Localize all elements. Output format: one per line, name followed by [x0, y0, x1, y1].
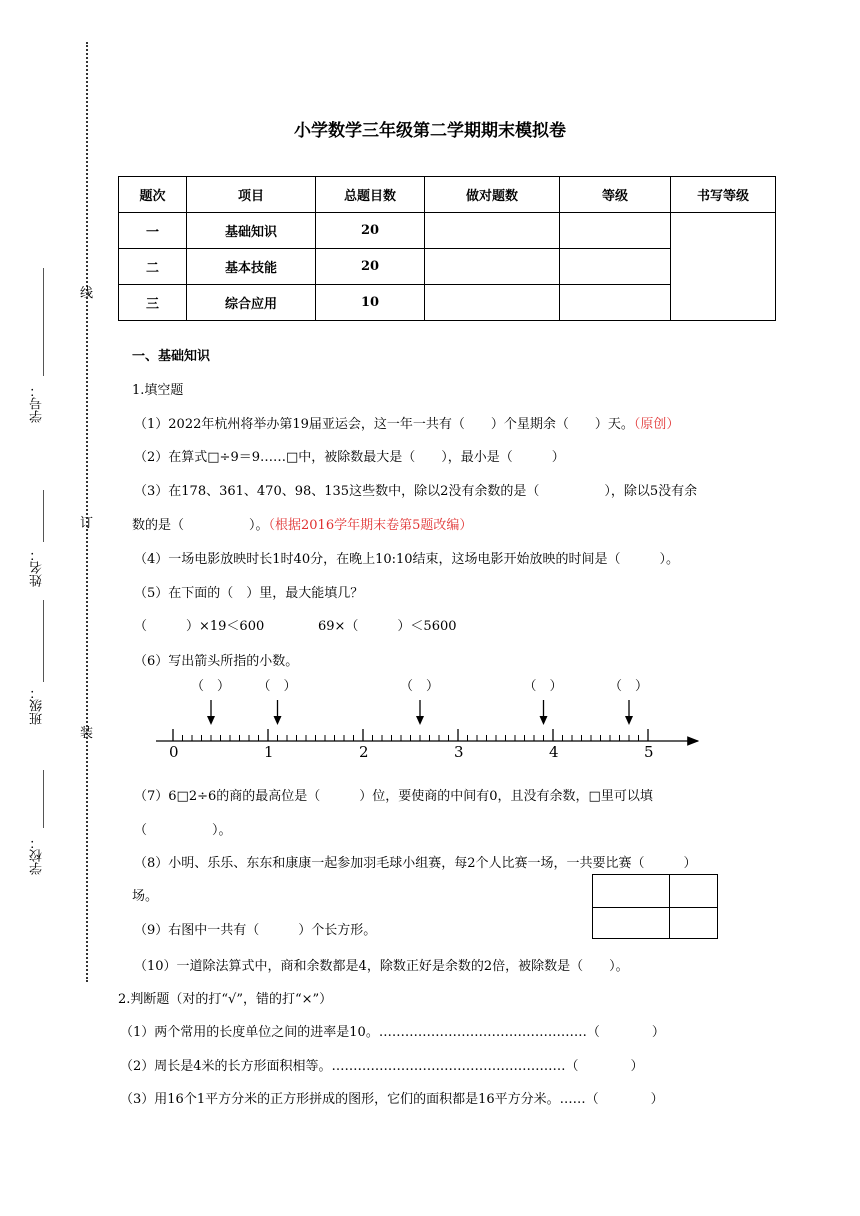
table-cell: 一	[119, 213, 187, 249]
number-line-arrows	[191, 679, 648, 725]
pointer-arrow-head	[625, 716, 633, 725]
header-cell: 书写等级	[671, 177, 776, 213]
tick-label: 1	[264, 743, 274, 761]
table-cell: 基础知识	[187, 213, 316, 249]
source-note: （原创）	[633, 417, 680, 432]
question-1-7-line1: （7）6□2÷6的商的最高位是（ ）位，要使商的中间有0，且没有余数，□里可以填	[134, 789, 653, 804]
header-cell: 项目	[187, 177, 316, 213]
grade-cell[interactable]	[560, 249, 671, 285]
arrow-blank: （ ）	[523, 679, 563, 694]
arrow-blank: （ ）	[257, 679, 297, 694]
header-cell: 题次	[119, 177, 187, 213]
judge-item-1: （1）两个常用的长度单位之间的进率是10。…………………………………………（ ）	[120, 1025, 665, 1040]
school-label: 学校：	[30, 836, 45, 875]
answer-cell[interactable]	[425, 285, 560, 321]
binding-char-ding: 订	[80, 516, 94, 531]
question-1-1	[134, 413, 679, 432]
table-cell: 20	[316, 249, 425, 285]
question-1-8-line2: 场。	[132, 889, 159, 904]
header-cell: 等级	[560, 177, 671, 213]
table-cell: 三	[119, 285, 187, 321]
judge-item-2: （2）周长是4米的长方形面积相等。………………………………………………（ ）	[120, 1059, 644, 1074]
tick-label: 5	[644, 743, 654, 761]
school-line	[43, 770, 44, 828]
header-cell: 做对题数	[425, 177, 560, 213]
student-id-label: 学号：	[30, 384, 45, 423]
answer-cell[interactable]	[425, 213, 560, 249]
question-1-7-line2: （ ）。	[134, 823, 232, 838]
binding-char-xian: 线	[80, 286, 94, 301]
writing-grade-cell[interactable]	[671, 213, 776, 321]
question-1-5: （5）在下面的（ ）里，最大能填几？	[134, 586, 364, 601]
name-label: 姓名：	[30, 548, 45, 587]
pointer-arrow-head	[274, 716, 282, 725]
binding-char-zhuang: 装	[80, 726, 94, 741]
score-table	[118, 176, 776, 321]
pointer-arrow-head	[540, 716, 548, 725]
class-line	[43, 600, 44, 682]
class-label: 班级：	[30, 686, 45, 725]
question-1-9: （9）右图中一共有（ ）个长方形。	[134, 923, 377, 938]
section-heading: 一、基础知识	[132, 349, 211, 364]
judge-item-3: （3）用16个1平方分米的正方形拼成的图形，它们的面积都是16平方分米。……（ ）	[120, 1092, 664, 1107]
tick-label: 3	[454, 743, 464, 761]
answer-cell[interactable]	[425, 249, 560, 285]
table-row	[119, 213, 776, 249]
question-1-8-line1: （8）小明、乐乐、东东和康康一起参加羽毛球小组赛，每2个人比赛一场，一共要比赛（ ）	[134, 856, 697, 871]
question-text: （1）2022年杭州将举办第19届亚运会，这一年一共有（ ）个星期余（ ）天。	[134, 417, 634, 432]
table-cell: 二	[119, 249, 187, 285]
score-table-header	[119, 177, 776, 213]
question-1-4: （4）一场电影放映时长1时40分，在晚上10:10结束，这场电影开始放映的时间是（ ）。	[134, 552, 680, 567]
pointer-arrow-head	[207, 716, 215, 725]
question-1-6: （6）写出箭头所指的小数。	[134, 654, 299, 669]
arrow-blank: （ ）	[191, 679, 231, 694]
page-title: 小学数学三年级第二学期期末模拟卷	[294, 121, 566, 141]
tick-label: 0	[169, 743, 179, 761]
tick-label: 4	[549, 743, 559, 761]
rectangle-figure	[592, 874, 718, 939]
arrow-blank: （ ）	[609, 679, 649, 694]
number-line-figure	[150, 676, 710, 768]
question-2-title: 2.判断题（对的打“√”，错的打“×”）	[118, 992, 333, 1007]
question-1-title: 1.填空题	[132, 383, 184, 398]
number-line-labels	[169, 743, 654, 761]
table-cell: 综合应用	[187, 285, 316, 321]
table-cell: 基本技能	[187, 249, 316, 285]
source-note: （根据2016学年期末卷第5题改编）	[268, 518, 473, 533]
question-1-3-line1: （3）在178、361、470、98、135这些数中，除以2没有余数的是（ ），除以5没有余	[134, 484, 698, 499]
name-line	[43, 490, 44, 542]
question-1-10: （10）一道除法算式中，商和余数都是4，除数正好是余数的2倍，被除数是（ ）。	[134, 959, 629, 974]
table-cell: 10	[316, 285, 425, 321]
student-id-line	[43, 268, 44, 376]
question-1-5-a: （ ）×19＜600	[134, 619, 265, 634]
header-cell: 总题目数	[316, 177, 425, 213]
tick-label: 2	[359, 743, 369, 761]
arrow-blank: （ ）	[400, 679, 440, 694]
grade-cell[interactable]	[560, 213, 671, 249]
table-cell: 20	[316, 213, 425, 249]
number-line-ticks	[173, 729, 648, 741]
pointer-arrow-head	[416, 716, 424, 725]
question-1-5-b: 69×（ ）＜5600	[318, 619, 457, 634]
question-text: 数的是（ ）。	[132, 518, 269, 533]
question-1-2: （2）在算式□÷9＝9……□中，被除数最大是（ ），最小是（ ）	[134, 450, 565, 465]
grade-cell[interactable]	[560, 285, 671, 321]
question-1-3-line2	[132, 514, 472, 533]
figure-divider-horizontal	[593, 907, 717, 908]
